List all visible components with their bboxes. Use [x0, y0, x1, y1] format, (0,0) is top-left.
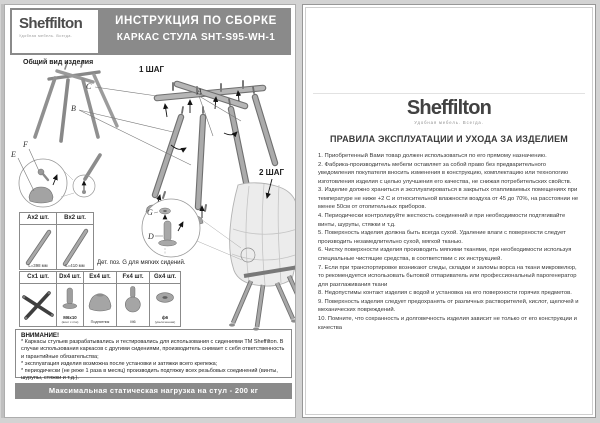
- part-code-d: Dx4 шт.: [57, 272, 83, 284]
- overview-frame-drawing: [35, 61, 117, 141]
- brand-name: Sheffilton: [406, 97, 492, 119]
- leg-icon: [58, 227, 92, 267]
- ball-stud-icon: [123, 285, 143, 315]
- part-code-g: Gx4 шт.: [150, 272, 180, 284]
- part-label-e: Подпятник: [90, 320, 110, 324]
- part-code-f: Fx4 шт.: [117, 272, 149, 284]
- care-rule-item: 3. Изделие должно храниться и эксплуатироваться в закрытых отапливаемых помещениях при температуре не ниже +2 С и относительной влажности воздуха от 45 до 70%, на расстоянии не менее 50см от отопительных приборов.: [318, 187, 579, 211]
- callout-d: D: [148, 232, 154, 241]
- care-rule-item: 2. Фабрика-производитель мебели оставляет за собой право без предварительного уведомления покупателя вносить изменения в конструкцию, комплектацию или технологию изготовления изделия с целью улучшения его качества, не снижая потребительских свойств.: [318, 161, 572, 185]
- part-sublabel-d: (винт с п/ш): [61, 320, 79, 324]
- care-rules-title: ПРАВИЛА ЭКСПЛУАТАЦИИ И УХОДА ЗА ИЗДЕЛИЕМ: [329, 134, 568, 144]
- warning-item: * Каркасы стульев разрабатывались и тестировались для использования с сидениями ТМ Sheffilton. В случае использования каркасов с другими сидениями, производитель снимает с себя ответственность и гарантийные обязательства;: [21, 339, 285, 360]
- care-rule-item: 4. Периодически контролируйте жесткость соединений и при необходимости подтягивайте винты, шурупы, стяжки и т.д.: [318, 213, 566, 228]
- leg-icon: [21, 227, 55, 267]
- part-code-a: Ax2 шт.: [20, 213, 56, 225]
- part-label-g: ф6: [161, 315, 169, 320]
- warning-title: ВНИМАНИЕ!: [21, 332, 60, 339]
- part-cell-d: [56, 271, 84, 327]
- brand-tagline: Удобная мебель. Всегда.: [414, 120, 484, 125]
- care-rule-item: 7. Если при транспортировке возникают следы, складки и заломы ворса на ткани микровелюр, то рекомендуется использовать бытовой отпариватель или профессиональный парогенератор для разглаживания ткани: [318, 264, 577, 288]
- callout-c: C: [86, 82, 92, 91]
- part-cell-g: [149, 271, 181, 327]
- part-label-f: M6: [130, 320, 136, 324]
- callout-e: E: [11, 150, 16, 159]
- doc-title: ИНСТРУКЦИЯ ПО СБОРКЕ: [115, 15, 277, 27]
- part-code-e: Ex4 шт.: [84, 272, 116, 284]
- detail-circle-gd: [142, 199, 242, 260]
- parts-table-legs: [19, 212, 94, 270]
- callout-f: F: [23, 140, 28, 149]
- part-label-d: M6x10: [63, 315, 77, 320]
- care-rule-item: 9. Поверхность изделия следует предохранять от различных растворителей, кислот, щелочей и механических повреждений.: [318, 298, 579, 314]
- step2-chair-drawing: [229, 179, 295, 331]
- doc-subtitle: КАРКАС СТУЛА SHT-S95-WH-1: [116, 32, 276, 43]
- brand-logo: [303, 98, 595, 125]
- header-band: [10, 8, 291, 55]
- step2-label: 2 ШАГ: [259, 168, 285, 177]
- washer-icon: [154, 291, 176, 305]
- warning-item: * периодически (не реже 1 раза в месяц) производить подтяжку всех резьбовых соединений (винты, шурупы, стяжки и т.д.).: [21, 368, 278, 382]
- callout-g: G: [147, 208, 153, 217]
- callout-a: A: [197, 87, 202, 96]
- part-cell-e: [83, 271, 117, 327]
- warning-box: [15, 329, 292, 382]
- overview-label: Общий вид изделия: [23, 59, 94, 66]
- glide-foot-icon: [85, 288, 115, 314]
- part-code-b: Bx2 шт.: [57, 213, 93, 225]
- care-rule-item: 6. Чистку поверхности изделия производить мягкими тканями, при необходимости используя специальные чистящие средства, в соответствии с их инструкцией.: [318, 247, 572, 262]
- brand-logo: [12, 10, 98, 53]
- part-code-c: Cx1 шт.: [20, 272, 56, 284]
- warning-item: * эксплуатация изделия возможна после установки и затяжки всего крепежа;: [21, 360, 218, 367]
- part-dim-b: L=410 мм: [65, 263, 85, 268]
- bolt-icon: [59, 286, 81, 312]
- care-rule-item: 1. Приобретенный Вами товар должен использоваться по его прямому назначению.: [318, 153, 547, 159]
- max-load-banner: Максимальная статическая нагрузка на стул - 200 кг: [15, 383, 292, 399]
- callout-b: B: [71, 104, 76, 113]
- part-cell-c: [19, 271, 57, 327]
- part-cell-f: [116, 271, 150, 327]
- parts-note: Дет. поз. G для мягких сидений.: [97, 260, 186, 266]
- care-rule-item: 5. Поверхность изделия должна быть всегда сухой. Удаление влаги с поверхности следует производить незамедлительно сухой, мягкой тканью.: [318, 230, 566, 245]
- page-right-care-rules: [302, 4, 596, 418]
- parts-table-hardware: [19, 271, 181, 327]
- divider-line: [313, 93, 585, 94]
- part-cell-b: [56, 212, 94, 270]
- part-cell-a: [19, 212, 57, 270]
- cross-frame-icon: [20, 286, 56, 324]
- warning-items: [21, 339, 286, 383]
- header-titles: [105, 15, 287, 43]
- brand-tagline: Удобная мебель. Всегда.: [19, 34, 73, 38]
- care-rules-list: [318, 152, 583, 332]
- step1-label: 1 ШАГ: [139, 65, 165, 74]
- care-rule-item: 8. Недопустимы контакт изделия с водой и установка на его поверхности горячих предметов.: [318, 290, 572, 297]
- brand-name: Sheffilton: [19, 15, 83, 32]
- care-rule-item: 10. Помните, что сохранность и долговечность изделия зависит не только от его конструкции и качества: [318, 315, 577, 331]
- part-dim-a: L=398 мм: [28, 263, 48, 268]
- detail-circle-ef: [18, 149, 100, 207]
- part-sublabel-g: (увеличенная): [154, 320, 176, 324]
- page-left-assembly: [4, 4, 296, 418]
